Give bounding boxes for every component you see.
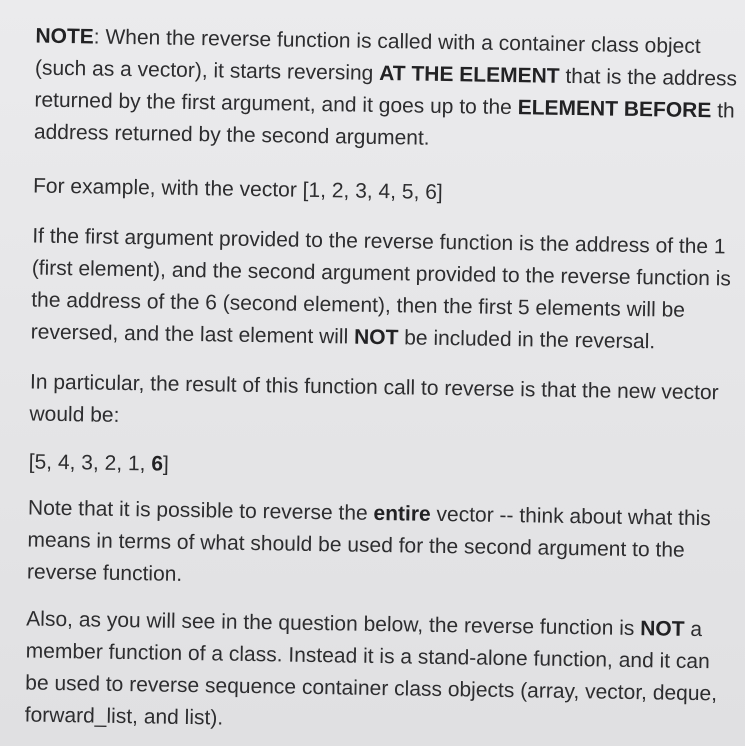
note-paragraph [34,21,738,160]
explanation-line-2: (first element), and the second argument provided to the reverse function is [31,256,732,291]
also-line-2: member function of a class. Instead it is a stand-alone function, and it can [25,639,710,674]
example-paragraph [33,171,443,209]
note-line-2: (such as a vector), it starts reversing AT THE ELEMENT that is the address [34,56,738,91]
result-line-1: In particular, the result of this function call to reverse is that the new vector [29,370,719,405]
also-line-3: be used to reverse sequence container class objects (array, vector, deque, [25,671,718,706]
note-heading: NOTE [35,24,94,49]
explanation-paragraph [31,221,732,360]
also-line-1: Also, as you will see in the question below, the reverse function is NOT a [26,607,703,642]
also-line-4: forward_list, and list). [24,703,224,730]
standalone-function-paragraph [25,603,719,742]
entire-vector-paragraph [27,493,711,600]
result-paragraph [29,367,719,442]
explanation-line-4: reversed, and the last element will NOT be included in the reversal. [30,320,656,354]
example-line: For example, with the vector [1, 2, 3, 4, 5, 6] [32,174,443,204]
entire-line-3: reverse function. [26,560,183,586]
result-line-2: would be: [29,402,120,427]
note-line-1: NOTE: When the reverse function is called with a container class object [35,24,701,59]
explanation-line-1: If the first argument provided to the reverse function is the address of the 1 [32,224,726,259]
entire-line-1: Note that it is possible to reverse the entire vector -- think about what this [27,496,711,531]
result-vector-line: [5, 4, 3, 2, 1, 6] [28,450,170,476]
result-vector [28,447,169,481]
entire-line-2: means in terms of what should be used for the second argument to the [27,528,685,562]
note-line-4: address returned by the second argument. [33,120,430,150]
explanation-line-3: the address of the 6 (second element), then the first 5 elements will be [31,288,686,322]
note-line-3: returned by the first argument, and it goes up to the ELEMENT BEFORE th [34,88,735,123]
